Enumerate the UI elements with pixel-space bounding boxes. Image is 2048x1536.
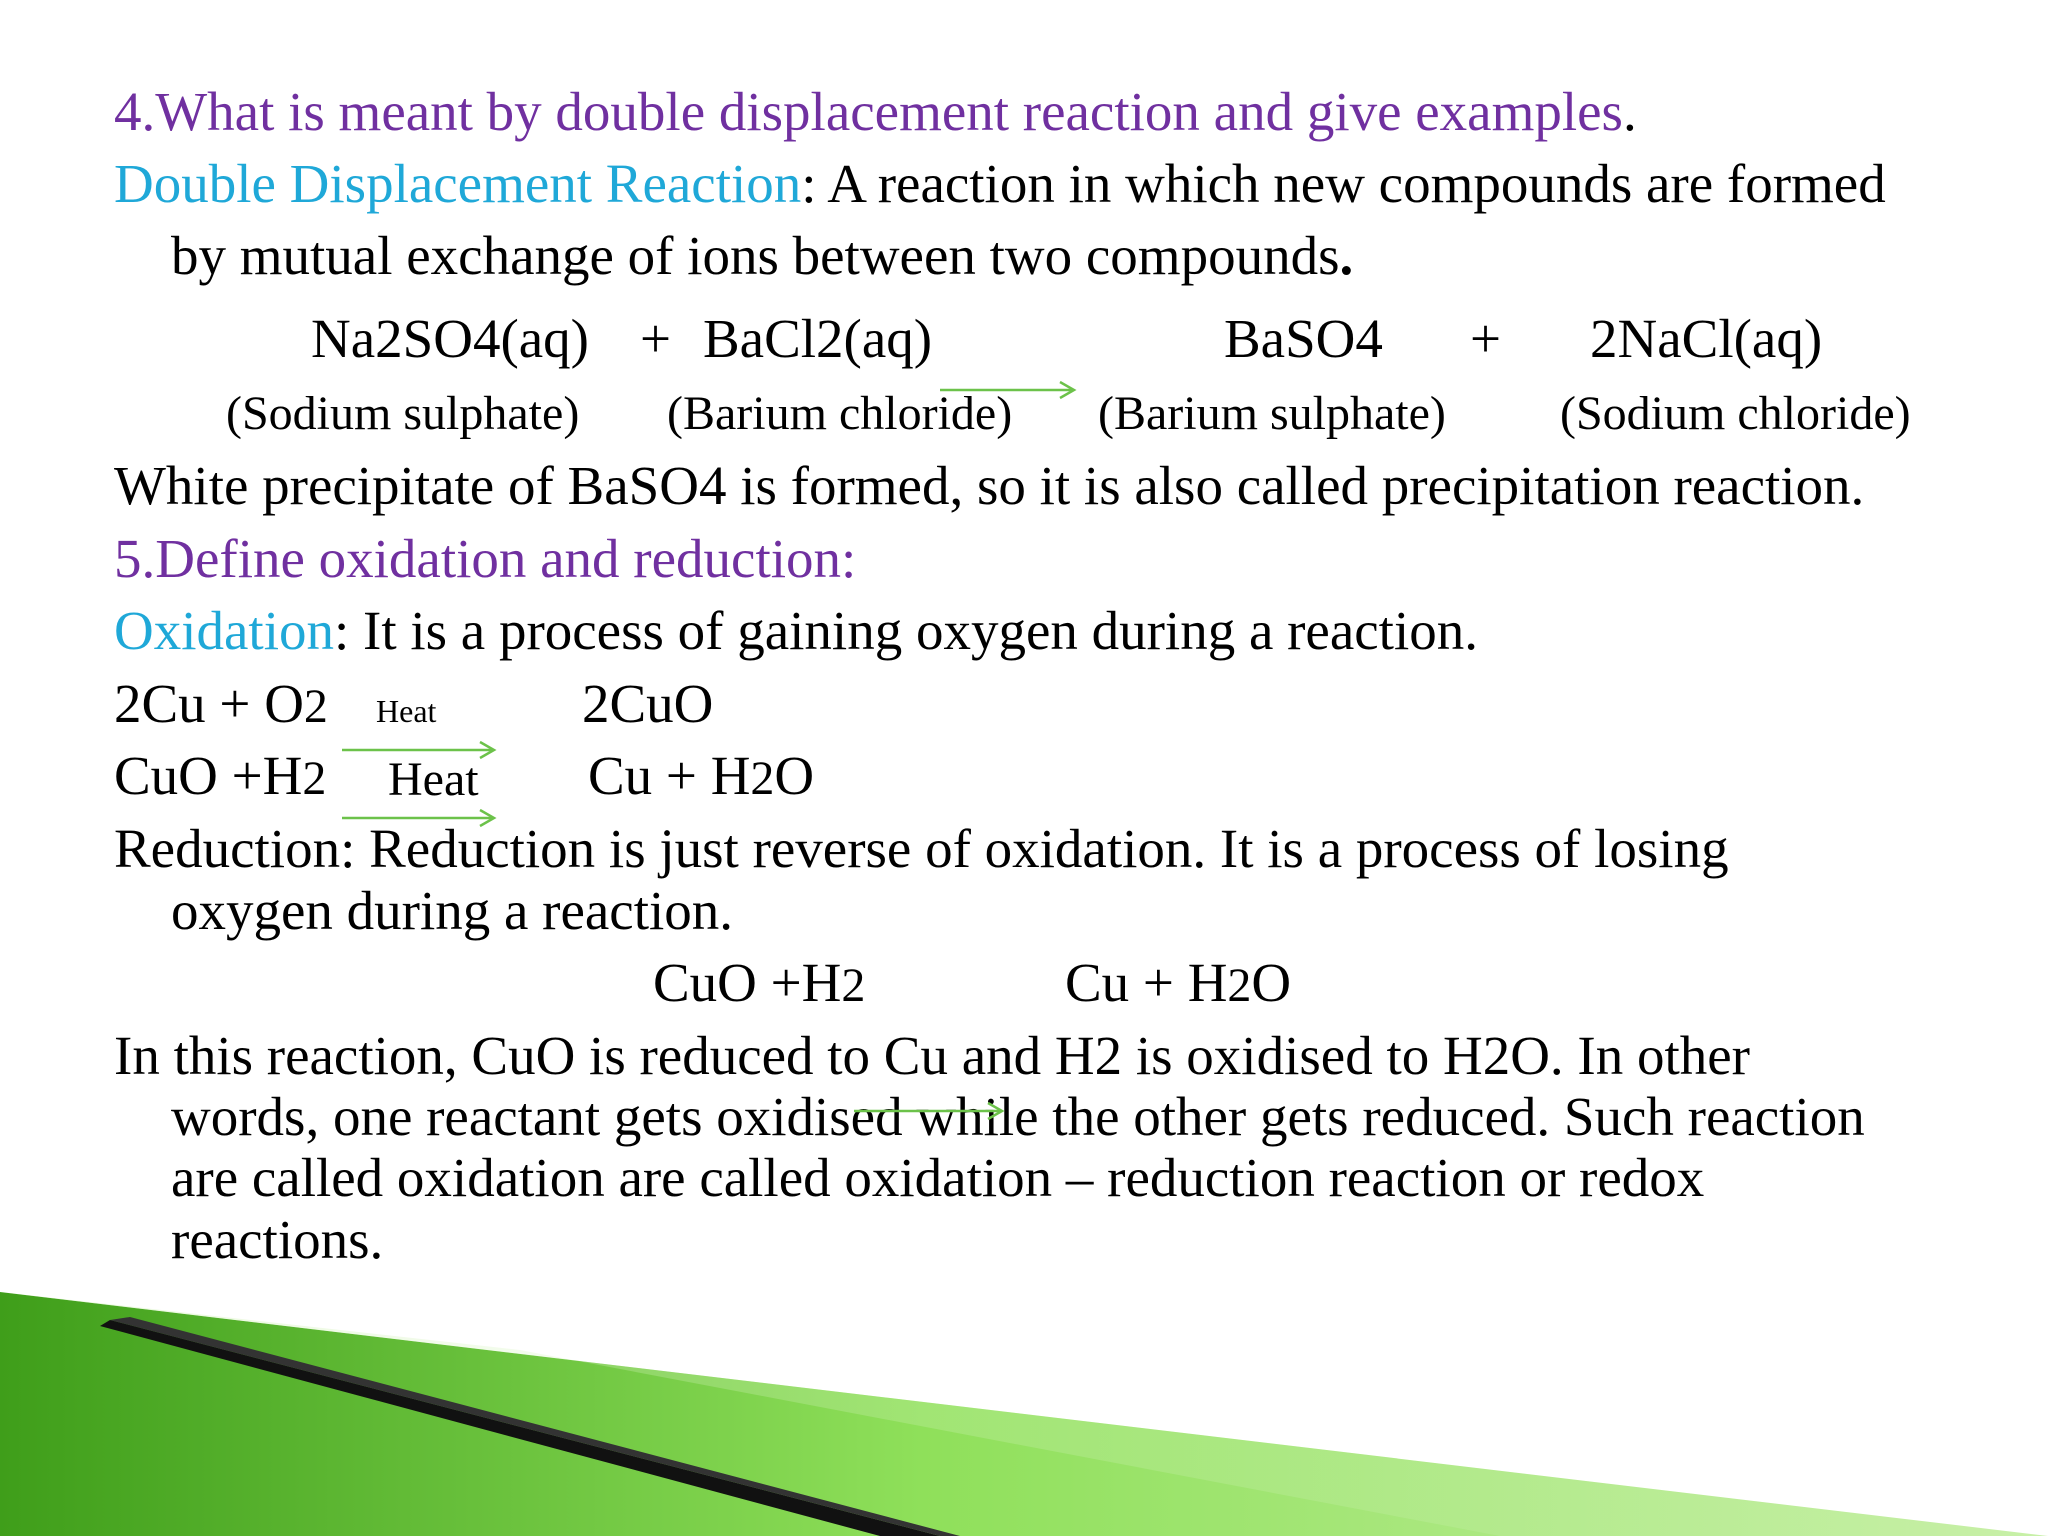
reactant-na2so4: Na2SO4(aq) — [311, 308, 589, 369]
name-barium-sulphate: (Barium sulphate) — [1098, 387, 1446, 440]
question-5-heading: 5.Define oxidation and reduction: — [114, 528, 857, 589]
equation-2-right: Cu + H2O — [588, 745, 815, 806]
name-barium-chloride: (Barium chloride) — [667, 387, 1013, 440]
equation-1-right: 2CuO — [582, 673, 714, 734]
condition-heat: Heat — [376, 693, 437, 729]
redox-paragraph-line-2: words, one reactant gets oxidised while the other gets reduced. Such reaction — [171, 1086, 1865, 1147]
reactant-bacl2: BaCl2(aq) — [703, 308, 933, 369]
condition-heat: Heat — [388, 753, 479, 806]
redox-paragraph-line-1: In this reaction, CuO is reduced to Cu and H2 is oxidised to H2O. In other — [114, 1025, 1750, 1086]
oxidation-definition: Oxidation: It is a process of gaining oxygen during a reaction. — [114, 600, 1478, 661]
name-sodium-chloride: (Sodium chloride) — [1560, 387, 1911, 440]
term-oxidation: Oxidation — [114, 600, 334, 661]
equation-1-left: 2Cu + O2 — [114, 673, 328, 734]
question-4-heading: 4.What is meant by double displacement reaction and give examples. — [114, 81, 1637, 142]
equation-3-left: CuO +H2 — [653, 952, 866, 1013]
term-double-displacement: Double Displacement Reaction — [114, 153, 802, 214]
reduction-continuation: oxygen during a reaction. — [171, 880, 734, 941]
reduction-definition: Reduction: Reduction is just reverse of oxidation. It is a process of losing — [114, 818, 1729, 879]
product-baso4: BaSO4 — [1224, 308, 1383, 369]
redox-paragraph-line-3: are called oxidation are called oxidation – reduction reaction or redox — [171, 1147, 1705, 1208]
double-displacement-definition: Double Displacement Reaction: A reaction in which new compounds are formed — [114, 153, 1886, 214]
equation-2-left: CuO +H2 — [114, 745, 327, 806]
definition-continuation: by mutual exchange of ions between two compounds. — [171, 225, 1354, 286]
product-nacl: 2NaCl(aq) — [1590, 308, 1823, 369]
precipitation-note: White precipitate of BaSO4 is formed, so it is also called precipitation reaction. — [114, 455, 1865, 516]
plus-sign: + — [1470, 308, 1502, 369]
equation-3-right: Cu + H2O — [1065, 952, 1292, 1013]
plus-sign: + — [640, 308, 672, 369]
redox-paragraph-line-4: reactions. — [171, 1209, 384, 1270]
name-sodium-sulphate: (Sodium sulphate) — [226, 387, 580, 440]
